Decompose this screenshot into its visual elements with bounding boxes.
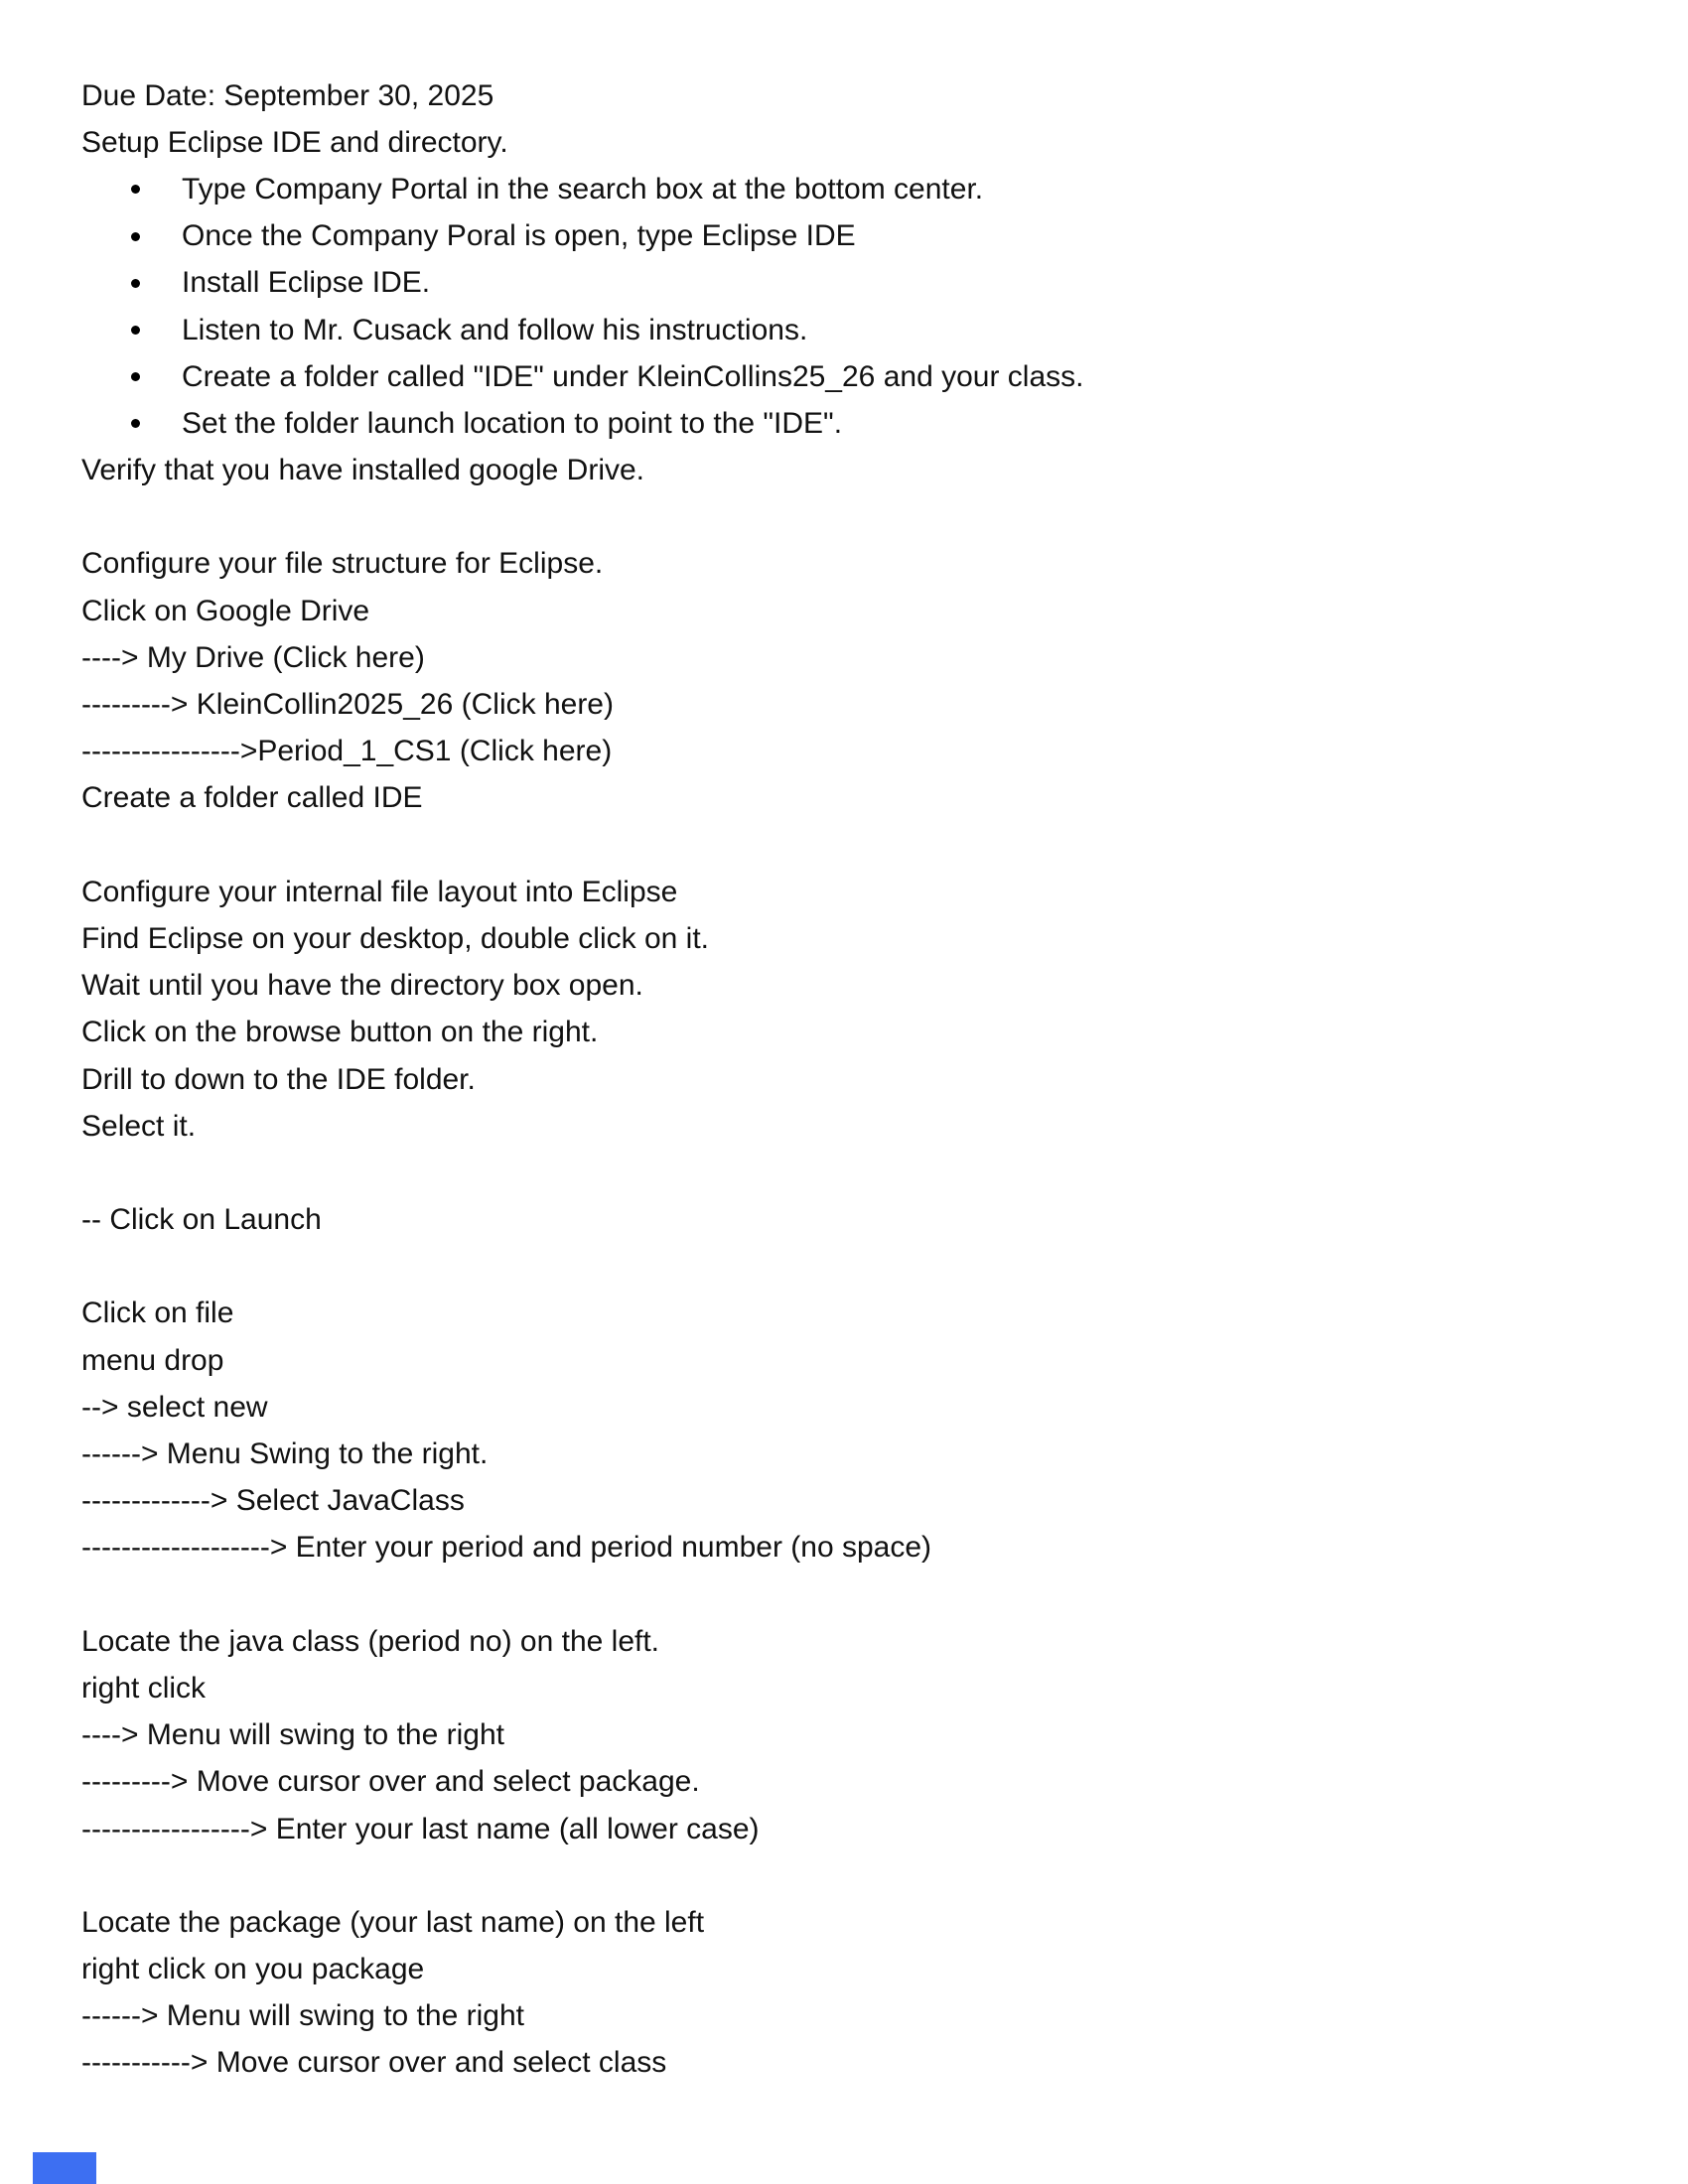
- line-text: Create a folder called "IDE" under KleinCollins25_26 and your class.: [182, 359, 1084, 393]
- document-line: [0, 963, 1688, 1010]
- document-line: [0, 1665, 1688, 1711]
- blank-line: [0, 494, 1688, 541]
- document-line: [0, 588, 1688, 634]
- document-line: [0, 1337, 1688, 1384]
- document-line: [0, 1993, 1688, 2040]
- document-line: [0, 1478, 1688, 1525]
- line-text: ------> Menu Swing to the right.: [81, 1437, 489, 1471]
- document-line: [0, 1947, 1688, 1993]
- line-text: -------------> Select JavaClass: [81, 1484, 465, 1518]
- document-body: [0, 72, 1688, 2087]
- document-line: [0, 775, 1688, 822]
- partial-blue-object: [33, 2152, 96, 2184]
- line-text: ----> Menu will swing to the right: [81, 1718, 504, 1752]
- document-line: [0, 1291, 1688, 1337]
- document-line: [0, 869, 1688, 915]
- bullet-list-item: [0, 166, 1688, 212]
- bullet-dot-icon: [131, 232, 140, 241]
- document-line: [0, 1384, 1688, 1431]
- line-text: -----------------> Enter your last name (all lower case): [81, 1812, 760, 1845]
- document-line: [0, 448, 1688, 494]
- bullet-list-item: [0, 260, 1688, 307]
- line-text: Find Eclipse on your desktop, double click on it.: [81, 921, 710, 955]
- document-line: [0, 2040, 1688, 2087]
- line-text: right click on you package: [81, 1953, 425, 1986]
- line-text: ---------> KleinCollin2025_26 (Click here): [81, 688, 614, 722]
- line-text: Setup Eclipse IDE and directory.: [81, 125, 508, 159]
- document-line: [0, 1197, 1688, 1244]
- document-line: [0, 72, 1688, 119]
- document-line: [0, 1712, 1688, 1759]
- document-line: [0, 681, 1688, 728]
- document-line: [0, 1806, 1688, 1852]
- line-text: Click on the browse button on the right.: [81, 1016, 599, 1049]
- bullet-list-item: [0, 213, 1688, 260]
- document-line: [0, 1759, 1688, 1806]
- line-text: -------------------> Enter your period and period number (no space): [81, 1531, 932, 1565]
- document-line: [0, 1618, 1688, 1665]
- line-text: Configure your file structure for Eclipse.: [81, 547, 604, 581]
- bullet-list-item: [0, 400, 1688, 447]
- line-text: ----> My Drive (Click here): [81, 640, 425, 674]
- line-text: Wait until you have the directory box open.: [81, 969, 643, 1003]
- line-text: Select it.: [81, 1109, 197, 1143]
- document-line: [0, 1010, 1688, 1056]
- blank-line: [0, 822, 1688, 869]
- line-text: -----------> Move cursor over and select class: [81, 2046, 667, 2080]
- document-line: [0, 119, 1688, 166]
- document-line: [0, 729, 1688, 775]
- line-text: Due Date: September 30, 2025: [81, 78, 494, 112]
- document-line: [0, 1525, 1688, 1571]
- line-text: Locate the package (your last name) on the left: [81, 1905, 705, 1939]
- line-text: Click on Google Drive: [81, 594, 370, 627]
- bullet-dot-icon: [131, 185, 140, 194]
- line-text: Click on file: [81, 1297, 234, 1330]
- bullet-dot-icon: [131, 372, 140, 381]
- line-text: Configure your internal file layout into Eclipse: [81, 875, 678, 908]
- bullet-list-item: [0, 353, 1688, 400]
- line-text: right click: [81, 1671, 207, 1705]
- blank-line: [0, 1852, 1688, 1899]
- line-text: Type Company Portal in the search box at the bottom center.: [182, 172, 984, 205]
- line-text: ------> Menu will swing to the right: [81, 1999, 524, 2033]
- line-text: -- Click on Launch: [81, 1203, 322, 1237]
- blank-line: [0, 1244, 1688, 1291]
- document-line: [0, 1431, 1688, 1477]
- document-line: [0, 1056, 1688, 1103]
- line-text: Create a folder called IDE: [81, 781, 423, 815]
- line-text: ---------> Move cursor over and select package.: [81, 1765, 700, 1799]
- document-line: [0, 1103, 1688, 1150]
- line-text: Once the Company Poral is open, type Eclipse IDE: [182, 219, 856, 253]
- line-text: Listen to Mr. Cusack and follow his instructions.: [182, 313, 808, 346]
- line-text: --> select new: [81, 1390, 268, 1424]
- document-line: [0, 634, 1688, 681]
- blank-line: [0, 1571, 1688, 1618]
- line-text: Install Eclipse IDE.: [182, 266, 431, 300]
- line-text: Drill to down to the IDE folder.: [81, 1062, 476, 1096]
- blank-line: [0, 1150, 1688, 1196]
- bullet-dot-icon: [131, 279, 140, 288]
- document-line: [0, 1899, 1688, 1946]
- document-line: [0, 915, 1688, 962]
- line-text: menu drop: [81, 1343, 224, 1377]
- bullet-dot-icon: [131, 326, 140, 335]
- line-text: ---------------->Period_1_CS1 (Click here): [81, 735, 613, 768]
- line-text: Locate the java class (period no) on the left.: [81, 1624, 660, 1658]
- line-text: Verify that you have installed google Drive.: [81, 454, 644, 487]
- bullet-dot-icon: [131, 419, 140, 428]
- bullet-list-item: [0, 307, 1688, 353]
- line-text: Set the folder launch location to point to the "IDE".: [182, 406, 843, 440]
- document-line: [0, 541, 1688, 588]
